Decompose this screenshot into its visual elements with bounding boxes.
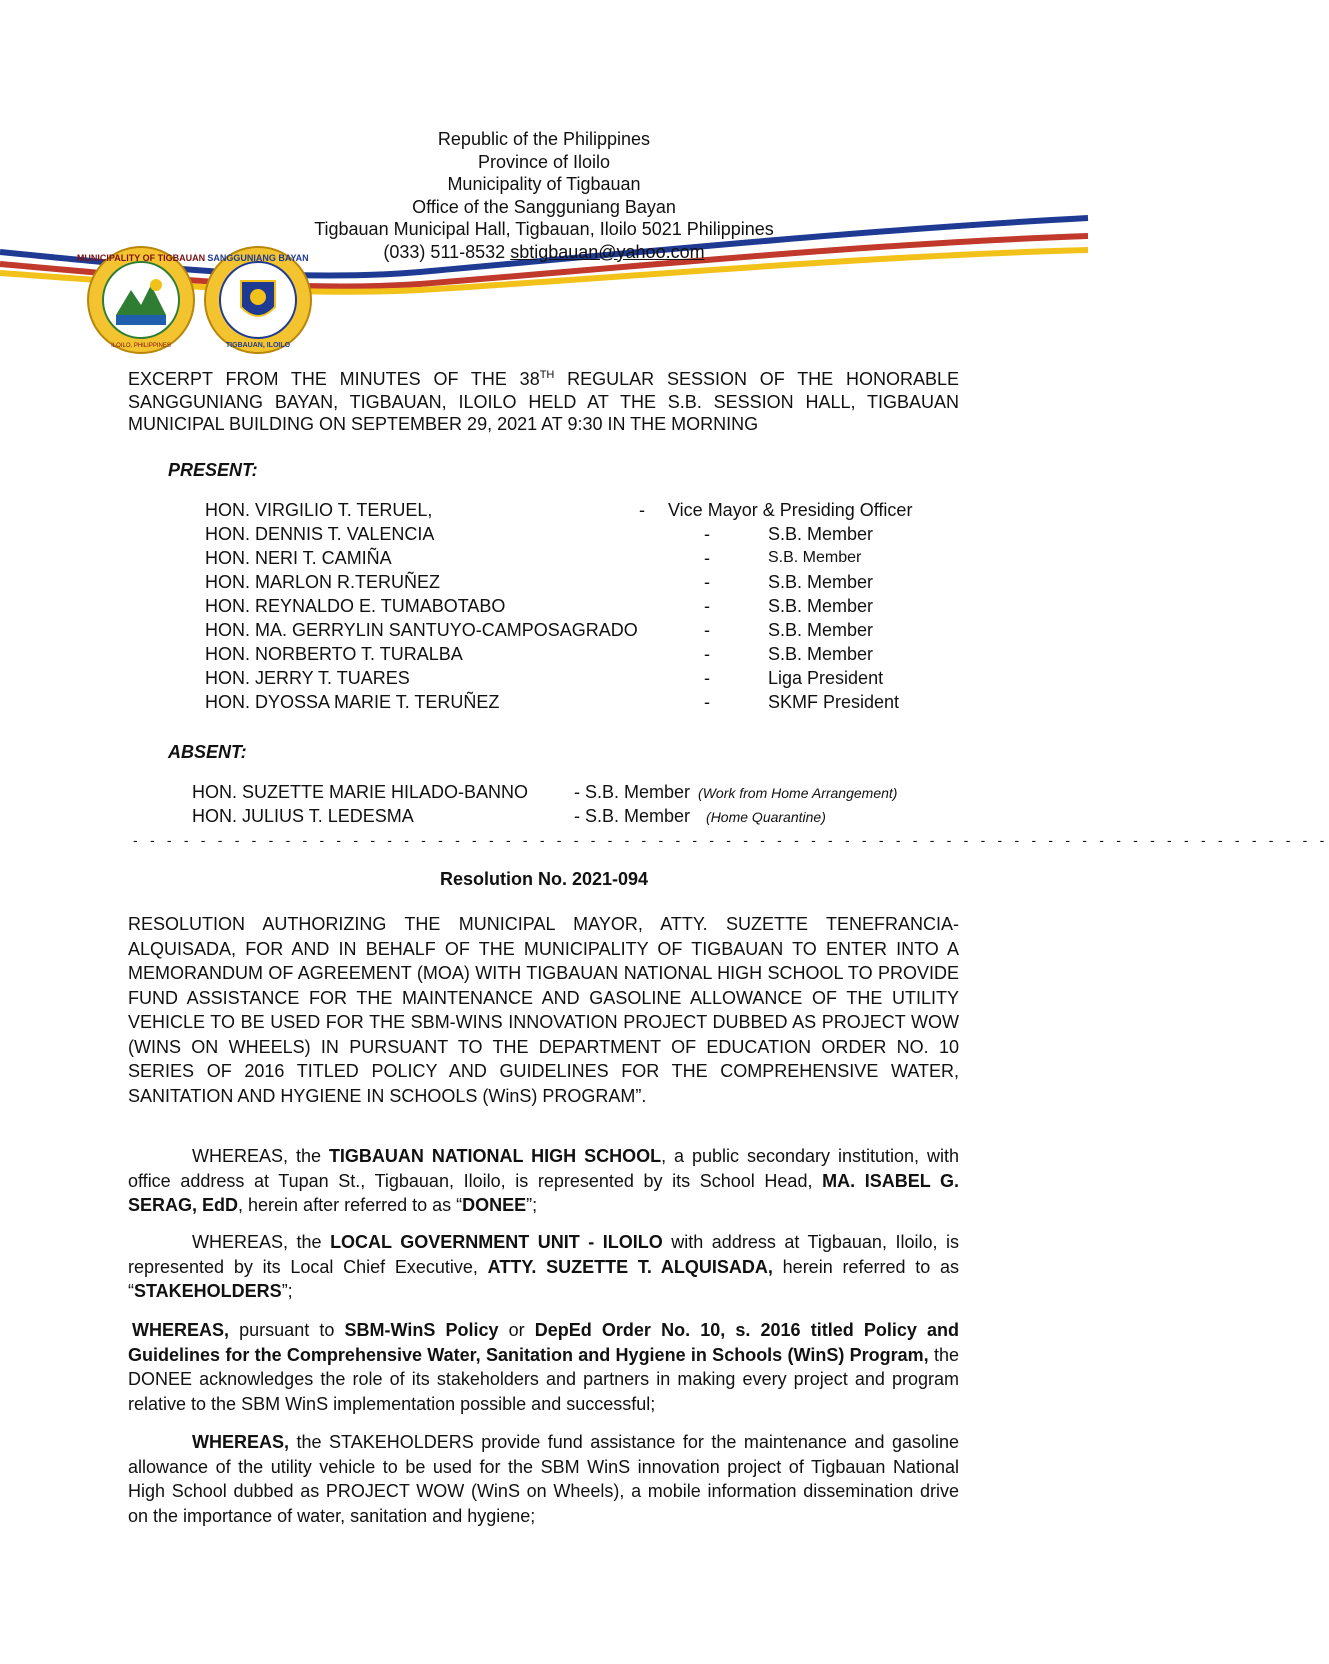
member-position: S.B. Member xyxy=(768,572,874,592)
present-row xyxy=(205,690,965,714)
whereas-paragraph-4 xyxy=(128,1430,959,1528)
whereas-text: , herein after referred to as “ xyxy=(238,1195,463,1215)
member-position: S.B. Member xyxy=(768,644,874,664)
whereas-bold: DepEd Order No. 10, s. 2016 titled Policy and Guidelines for the Comprehensive Water, Sanitation and Hygiene in Schools (WinS) Program, xyxy=(128,1320,959,1365)
member-name: HON. MA. GERRYLIN SANTUYO-CAMPOSAGRADO xyxy=(205,620,638,640)
member-name: HON. JULIUS T. LEDESMA xyxy=(192,806,414,826)
letterhead-province: Province of Iloilo xyxy=(477,151,611,172)
whereas-text: ”; xyxy=(281,1281,293,1301)
member-name: HON. NORBERTO T. TURALBA xyxy=(205,644,463,664)
whereas-bold: TIGBAUAN NATIONAL HIGH SCHOOL xyxy=(328,1146,662,1166)
present-label: PRESENT: xyxy=(168,460,258,480)
whereas-text: the STAKEHOLDERS provide fund assistance for the maintenance and gasoline allowance of the utility vehicle to be used for the SBM WinS innovation project of Tigbauan National High School dubbed as PROJECT WOW (WinS on Wheels), a mobile information dissemination drive on the importance of water, sanitation and hygiene; xyxy=(128,1432,959,1526)
member-position-with-note xyxy=(574,780,897,805)
whereas-bold: LOCAL GOVERNMENT UNIT - ILOILO xyxy=(330,1232,663,1252)
present-row xyxy=(205,642,965,666)
whereas-bold: WHEREAS, xyxy=(132,1320,230,1340)
whereas-bold: DONEE xyxy=(462,1195,527,1215)
member-name: HON. MARLON R.TERUÑEZ xyxy=(205,572,441,592)
row-dash: - xyxy=(704,644,710,664)
whereas-text: herein referred to as “ xyxy=(128,1256,960,1301)
member-position: Vice Mayor & Presiding Officer xyxy=(668,500,913,520)
member-name: HON. SUZETTE MARIE HILADO-BANNO xyxy=(192,782,529,802)
municipality-seal-bottom-text: ILOILO, PHILIPPINES xyxy=(111,343,171,349)
sb-seal-bottom-text: TIGBAUAN, ILOILO xyxy=(225,342,291,349)
member-name: HON. JERRY T. TUARES xyxy=(205,668,410,688)
letterhead-email-link[interactable]: sbtigbauan@yahoo.com xyxy=(510,241,705,262)
whereas-paragraph-1 xyxy=(128,1144,959,1218)
row-dash: - xyxy=(704,524,710,544)
whereas-text: ”; xyxy=(526,1195,538,1215)
whereas-text: or xyxy=(498,1320,535,1340)
resolution-title: RESOLUTION AUTHORIZING THE MUNICIPAL MAYOR, ATTY. SUZETTE TENEFRANCIA-ALQUISADA, FOR AND IN BEHALF OF THE MUNICIPALITY OF TIGBAUAN TO ENTER INTO A MEMORANDUM OF AGREEMENT (MOA) WITH TIGBAUAN NATIONAL HIGH SCHOOL TO PROVIDE FUND ASSISTANCE FOR THE MAINTENANCE AND GASOLINE ALLOWANCE OF THE UTILITY VEHICLE TO BE USED FOR THE SBM-WINS INNOVATION PROJECT DUBBED AS PROJECT WOW (WINS ON WHEELS) IN PURSUANT TO THE DEPARTMENT OF EDUCATION ORDER NO. 10 SERIES OF 2016 TITLED POLICY AND GUIDELINES FOR THE COMPREHENSIVE WATER, SANITATION AND HYGIENE IN SCHOOLS (WinS) PROGRAM”. xyxy=(128,914,959,1106)
whereas-text: WHEREAS, the xyxy=(192,1146,329,1166)
present-row xyxy=(205,546,965,570)
row-dash: - xyxy=(704,596,710,616)
whereas-text: the DONEE acknowledges the role of its stakeholders and partners in making every project and program relative to the SBM WinS implementation possible and successful; xyxy=(128,1344,959,1414)
member-position: S.B. Member xyxy=(768,524,874,544)
whereas-text: with address at Tigbauan, Iloilo, is represented by its Local Chief Executive, xyxy=(128,1232,959,1277)
whereas-text: WHEREAS, the xyxy=(192,1232,331,1252)
member-position: S.B. Member xyxy=(768,596,874,616)
absent-label: ABSENT: xyxy=(168,742,247,762)
excerpt-post: REGULAR SESSION OF THE HONORABLE SANGGUNIANG BAYAN, TIGBAUAN, ILOILO HELD AT THE S.B. SESSION HALL, TIGBAUAN MUNICIPAL BUILDING ON SEPTEMBER 29, 2021 AT 9:30 IN THE MORNING xyxy=(128,369,959,434)
present-row xyxy=(205,522,965,546)
row-dash: - xyxy=(639,500,645,520)
letterhead-contact xyxy=(0,241,1088,264)
member-name: HON. NERI T. CAMIÑA xyxy=(205,548,392,568)
whereas-bold: SBM-WinS Policy xyxy=(344,1320,499,1340)
present-row xyxy=(205,666,965,690)
member-position: S.B. Member xyxy=(768,549,862,566)
member-position: SKMF President xyxy=(768,692,900,712)
absent-row xyxy=(192,804,962,828)
section-divider: - - - - - - - - - - - - - - - - - - - - - - - - - - - - - - - - - - - - - - - - - - - - - - - - - - - - - - - - - - - - - - - - - - - - - - - xyxy=(133,832,1329,848)
whereas-bold: ATTY. SUZETTE T. ALQUISADA, xyxy=(487,1256,773,1277)
member-position: S.B. Member xyxy=(768,620,874,640)
sb-seal-ring-text: SANGGUNIANG BAYAN xyxy=(207,253,309,263)
resolution-number: Resolution No. 2021-094 xyxy=(439,869,649,889)
member-position-with-note xyxy=(574,804,826,829)
absent-row xyxy=(192,780,962,804)
letterhead-country: Republic of the Philippines xyxy=(437,129,651,149)
excerpt-ordinal-suffix: TH xyxy=(539,369,555,381)
excerpt-pre: EXCERPT FROM THE MINUTES OF THE 38 xyxy=(128,369,540,389)
present-row xyxy=(205,618,965,642)
letterhead-address: Tigbauan Municipal Hall, Tigbauan, Iloilo 5021 Philippines xyxy=(314,219,774,239)
letterhead-municipality: Municipality of Tigbauan xyxy=(447,174,641,194)
member-name: HON. DENNIS T. VALENCIA xyxy=(205,524,435,544)
member-position: - S.B. Member xyxy=(574,782,691,802)
whereas-text: pursuant to xyxy=(229,1320,345,1340)
whereas-text: , a public secondary institution, with office address at Tupan St., Tigbauan, Iloilo, is represented by its School Head, xyxy=(128,1146,959,1191)
whereas-bold: STAKEHOLDERS xyxy=(134,1281,282,1301)
letterhead-office: Office of the Sangguniang Bayan xyxy=(412,196,676,217)
letterhead-phone: (033) 511-8532 xyxy=(383,241,506,262)
whereas-paragraph-3 xyxy=(128,1318,959,1416)
member-name: HON. REYNALDO E. TUMABOTABO xyxy=(205,596,506,616)
minutes-excerpt-heading xyxy=(128,368,959,436)
row-dash: - xyxy=(704,572,710,592)
row-dash: - xyxy=(704,620,710,640)
absence-note: (Work from Home Arrangement) xyxy=(698,785,898,801)
municipality-seal-ring-text: MUNICIPALITY OF TIGBAUAN xyxy=(76,253,206,263)
member-name: HON. DYOSSA MARIE T. TERUÑEZ xyxy=(205,692,500,712)
member-name: HON. VIRGILIO T. TERUEL, xyxy=(205,500,433,520)
row-dash: - xyxy=(704,692,710,712)
member-position: - S.B. Member xyxy=(574,806,691,826)
present-row xyxy=(205,594,965,618)
present-list xyxy=(205,498,965,714)
row-dash: - xyxy=(704,548,710,568)
row-dash: - xyxy=(704,668,710,688)
whereas-bold: WHEREAS, xyxy=(192,1432,290,1452)
member-position: Liga President xyxy=(768,668,884,688)
whereas-bold: MA. ISABEL G. SERAG, EdD xyxy=(128,1170,959,1215)
absence-note: (Home Quarantine) xyxy=(706,809,826,825)
absent-list xyxy=(192,780,962,828)
present-row xyxy=(205,570,965,594)
present-row xyxy=(205,498,965,522)
whereas-paragraph-2 xyxy=(128,1230,959,1304)
letterhead xyxy=(0,128,1088,263)
